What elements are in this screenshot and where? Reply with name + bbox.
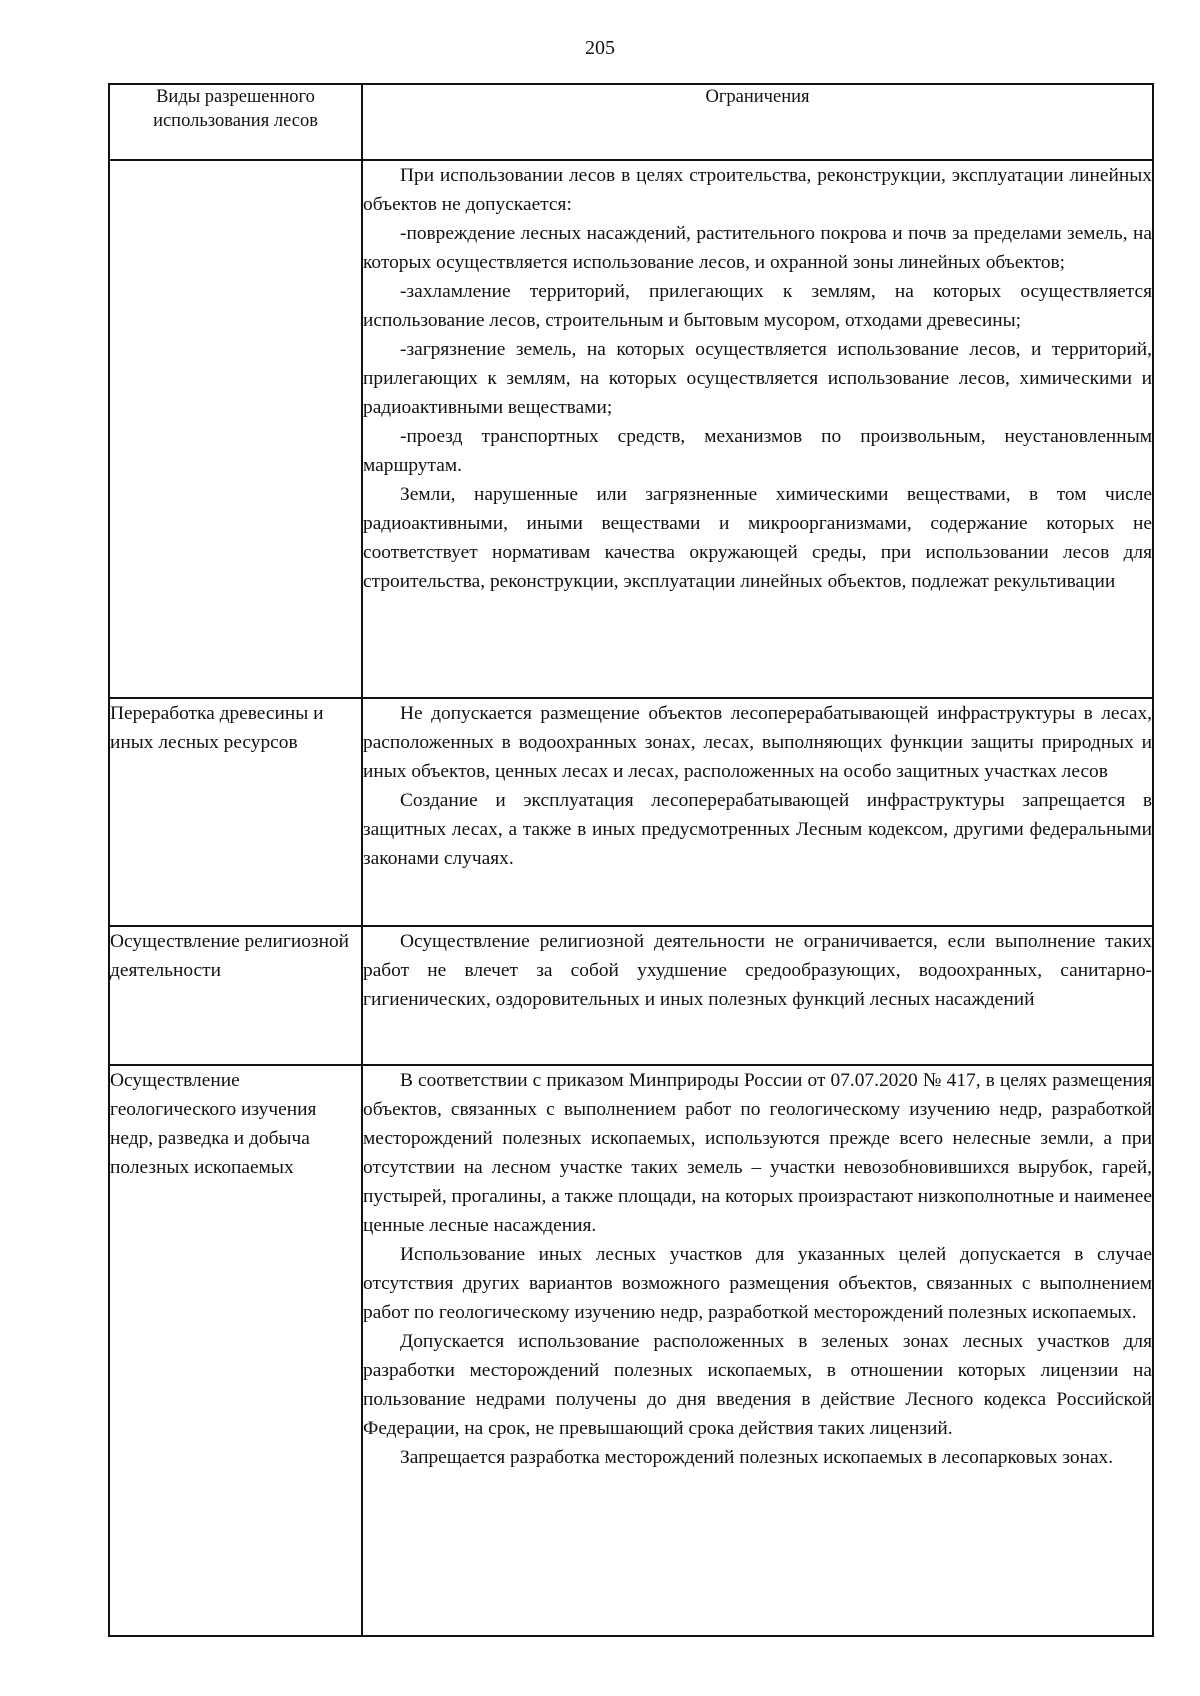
row-4-restrictions: [362, 1065, 1153, 1636]
paragraph: -проезд транспортных средств, механизмов по произвольным, неустановленным маршрутам.: [363, 426, 1152, 476]
paragraph: Использование иных лесных участков для указанных целей допускается в случае отсутствия других вариантов возможного размещения объектов, связанных с выполнением работ по геологическому изучению недр, разработкой месторождений полезных ископаемых.: [363, 1244, 1152, 1323]
row-1-restrictions: [362, 160, 1153, 698]
table-row: [109, 698, 1153, 926]
paragraph: Осуществление религиозной деятельности не ограничивается, если выполнение таких работ не влечет за собой ухудшение средообразующих, водоохранных, санитарно-гигиенических, оздоровительных и иных полезных функций лесных насаждений: [363, 931, 1152, 1010]
paragraph: Запрещается разработка месторождений полезных ископаемых в лесопарковых зонах.: [400, 1447, 1114, 1468]
row-1-type: [109, 160, 362, 698]
paragraph: Не допускается размещение объектов лесоперерабатывающей инфраструктуры в лесах, расположенных в водоохранных зонах, лесах, выполняющих функции защиты природных и иных объектов, ценных лесах и лесах, расположенных на особо защитных участках лесов: [363, 703, 1152, 782]
table-row: [109, 1065, 1153, 1636]
paragraph: Создание и эксплуатация лесоперерабатывающей инфраструктуры запрещается в защитных лесах, а также в иных предусмотренных Лесным кодексом, другими федеральными законами случаях.: [363, 790, 1152, 869]
page-number: 205: [585, 37, 615, 59]
paragraph: При использовании лесов в целях строительства, реконструкции, эксплуатации линейных объектов не допускается:: [363, 165, 1152, 215]
paragraph: Земли, нарушенные или загрязненные химическими веществами, в том числе радиоактивными, иными веществами и микроорганизмами, содержание которых не соответствует нормативам качества окружающей среды, при использовании лесов для строительства, реконструкции, эксплуатации линейных объектов, подлежат рекультивации: [363, 484, 1152, 592]
row-4-type: Осуществление геологического изучения недр, разведка и добыча полезных ископаемых: [109, 1065, 362, 1636]
paragraph: -захламление территорий, прилегающих к землям, на которых осуществляется использование лесов, строительным и бытовым мусором, отходами древесины;: [363, 281, 1152, 331]
row-3-restrictions: [362, 926, 1153, 1065]
paragraph: -загрязнение земель, на которых осуществляется использование лесов, и территорий, прилегающих к землям, на которых осуществляется использование лесов, химическими и радиоактивными веществами;: [363, 339, 1152, 418]
header-col1-text: Виды разрешенного использования лесов: [153, 87, 318, 131]
table-row: [109, 160, 1153, 698]
table-header-row: [109, 84, 1153, 160]
row-2-restrictions: [362, 698, 1153, 926]
paragraph: Допускается использование расположенных в зеленых зонах лесных участков для разработки месторождений полезных ископаемых, в отношении которых лицензии на пользование недрами получены до дня введения в действие Лесного кодекса Российской Федерации, на срок, не превышающий срока действия таких лицензий.: [363, 1331, 1152, 1439]
restrictions-table: [108, 83, 1154, 1637]
paragraph: -повреждение лесных насаждений, растительного покрова и почв за пределами земель, на которых осуществляется использование лесов, и охранной зоны линейных объектов;: [363, 223, 1152, 273]
row-2-type: Переработка древесины и иных лесных ресурсов: [109, 698, 362, 926]
header-forest-use-types: [109, 84, 362, 160]
header-col2-text: Ограничения: [705, 87, 810, 107]
header-restrictions: [362, 84, 1153, 160]
paragraph: В соответствии с приказом Минприроды России от 07.07.2020 № 417, в целях размещения объектов, связанных с выполнением работ по геологическому изучению недр, разработкой месторождений полезных ископаемых, используются прежде всего нелесные земли, а при отсутствии на лесном участке таких земель – участки невозобновившихся вырубок, гарей, пустырей, прогалины, а также площади, на которых произрастают низкополнотные и наименее ценные лесные насаждения.: [363, 1070, 1152, 1236]
table-row: [109, 926, 1153, 1065]
row-3-type: Осуществление религиозной деятельности: [109, 926, 362, 1065]
